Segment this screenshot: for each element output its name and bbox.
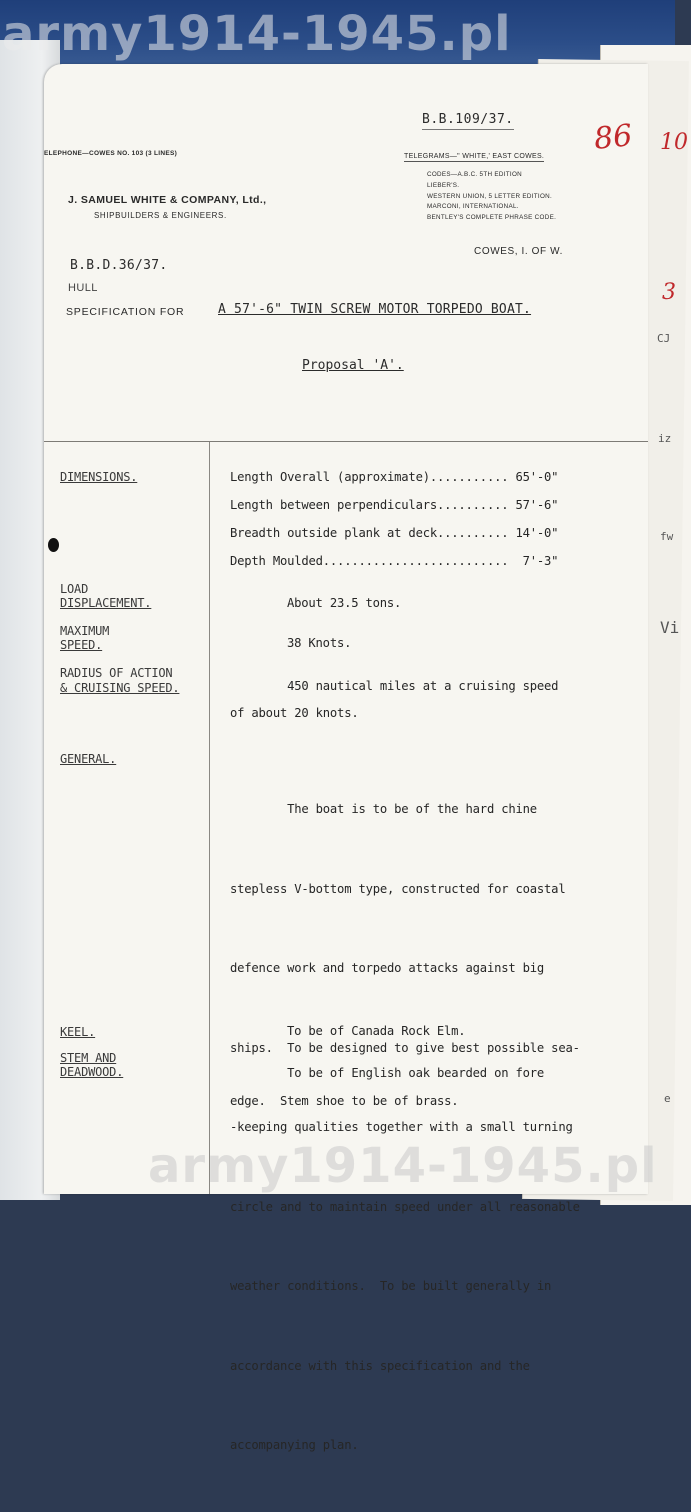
edge-fragment: fw xyxy=(660,530,674,543)
dimensions-label: DIMENSIONS. xyxy=(60,470,138,484)
code-line: LIEBER'S. xyxy=(427,181,460,189)
stem-label-line2: DEADWOOD. xyxy=(60,1065,124,1079)
general-line: accompanying plan. xyxy=(230,1438,359,1452)
reference-number: B.B.109/37. xyxy=(422,112,514,130)
specification-page xyxy=(44,64,648,1452)
code-line: BENTLEY'S COMPLETE PHRASE CODE. xyxy=(427,214,557,222)
keel-text: To be of Canada Rock Elm. xyxy=(287,1024,466,1038)
load-label-line1: LOAD xyxy=(60,582,89,596)
dimension-row: Length between perpendiculars.......... 57'-6" xyxy=(230,498,559,512)
load-label-line2: DISPLACEMENT. xyxy=(60,596,152,610)
radius-text-line2: of about 20 knots. xyxy=(230,706,359,720)
watermark-top: army1914-1945.pl xyxy=(2,6,512,62)
edge-fragment: Vi xyxy=(660,618,680,637)
keel-label: KEEL. xyxy=(60,1025,96,1039)
bbd-reference: B.B.D.36/37. xyxy=(70,258,168,273)
edge-fragment: 10 xyxy=(660,130,688,155)
edge-fragment: 3 xyxy=(662,280,676,305)
max-speed-text: 38 Knots. xyxy=(287,636,352,650)
horizontal-rule xyxy=(44,441,648,442)
hull-label: HULL xyxy=(68,282,98,294)
telegraph-codes xyxy=(427,170,556,224)
dimension-row: Breadth outside plank at deck.......... 14'-0" xyxy=(230,526,559,540)
company-trade: SHIPBUILDERS & ENGINEERS. xyxy=(94,211,227,220)
load-displacement-text: About 23.5 tons. xyxy=(287,596,402,610)
code-line: MARCONI, INTERNATIONAL. xyxy=(427,203,519,211)
dimension-row: Depth Moulded.......................... 7'-3" xyxy=(230,554,559,568)
specification-title: A 57'-6" TWIN SCREW MOTOR TORPEDO BOAT. xyxy=(218,302,532,317)
radius-text-line1: 450 nautical miles at a cruising speed xyxy=(230,679,559,693)
company-address: COWES, I. OF W. xyxy=(474,246,563,257)
code-line: WESTERN UNION, 5 LETTER EDITION. xyxy=(427,192,553,200)
watermark-bottom: army1914-1945.pl xyxy=(148,1138,658,1194)
general-line: -keeping qualities together with a small turning xyxy=(230,1120,573,1134)
general-line: accordance with this specification and the xyxy=(230,1358,530,1373)
stem-text-line1: To be of English oak bearded on fore xyxy=(230,1066,545,1080)
general-line: circle and to maintain speed under all reasonable xyxy=(230,1199,580,1214)
stem-text-line2: edge. Stem shoe to be of brass. xyxy=(230,1094,459,1108)
stem-label-line1: STEM AND xyxy=(60,1051,117,1065)
max-speed-label-line2: SPEED. xyxy=(60,638,103,652)
edge-fragment: iz xyxy=(658,432,672,445)
max-speed-label-line1: MAXIMUM xyxy=(60,624,110,638)
radius-label-line1: RADIUS OF ACTION xyxy=(60,666,173,680)
edge-fragment: e xyxy=(664,1092,671,1105)
proposal-title: Proposal 'A'. xyxy=(302,358,404,373)
general-line: ships. To be designed to give best possible sea- xyxy=(230,1040,580,1055)
specification-for-label: SPECIFICATION FOR xyxy=(66,306,185,318)
punch-hole xyxy=(48,538,59,552)
general-line: The boat is to be of the hard chine xyxy=(230,802,537,816)
general-line: defence work and torpedo attacks against big xyxy=(230,961,545,975)
code-line: CODES—A.B.C. 5TH EDITION xyxy=(427,171,523,178)
telegrams-line: TELEGRAMS—" WHITE,' EAST COWES. xyxy=(404,153,545,160)
general-paragraph xyxy=(230,743,580,1512)
edge-fragment: CJ xyxy=(657,332,671,345)
general-label: GENERAL. xyxy=(60,752,117,766)
dimension-row: Length Overall (approximate)........... 65'-0" xyxy=(230,470,559,484)
handwritten-page-number: 86 xyxy=(592,118,634,157)
radius-label-line2: & CRUISING SPEED. xyxy=(60,681,180,695)
company-name: J. SAMUEL WHITE & COMPANY, Ltd., xyxy=(68,194,267,206)
general-line: stepless V-bottom type, constructed for coastal xyxy=(230,881,566,896)
general-line: weather conditions. To be built generally in xyxy=(230,1279,552,1293)
telephone-line: ELEPHONE—COWES NO. 103 (3 LINES) xyxy=(44,150,178,157)
vertical-rule xyxy=(209,442,210,1194)
